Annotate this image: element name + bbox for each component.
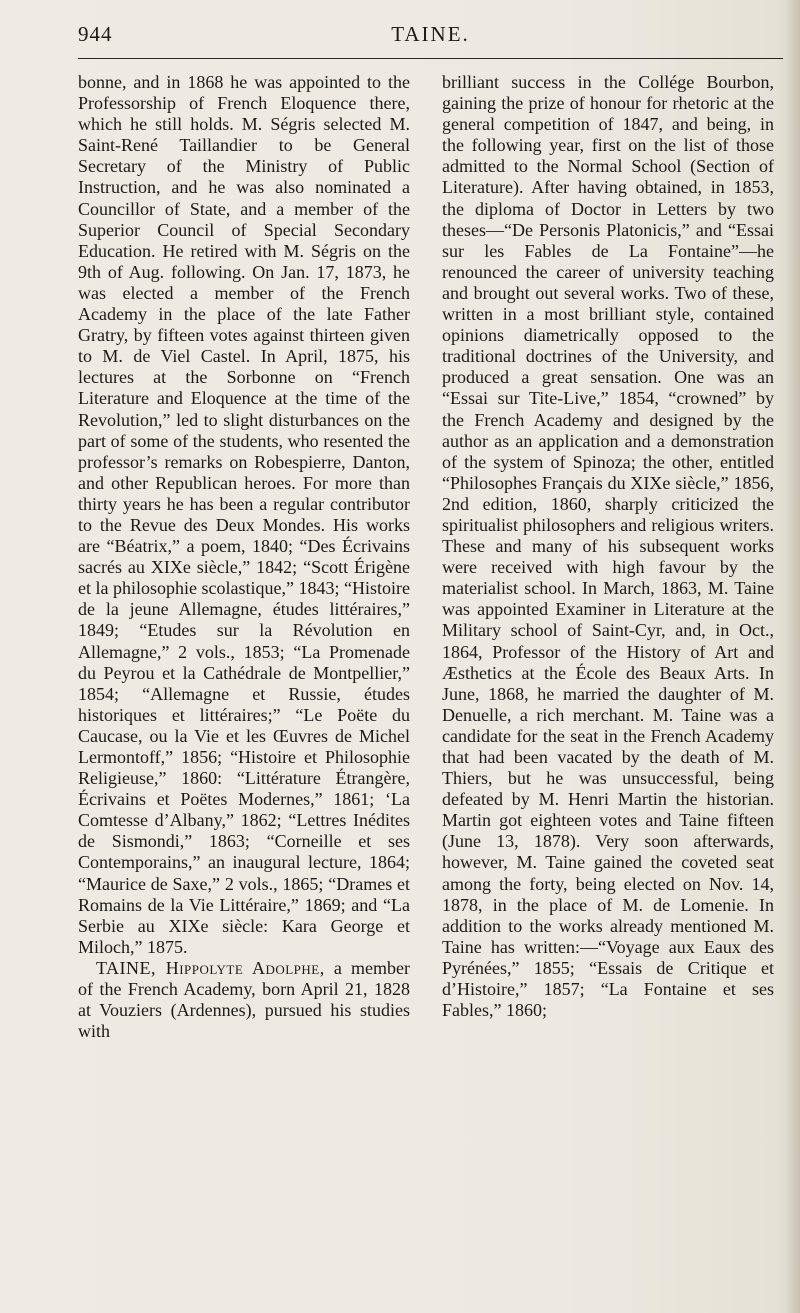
taine-entry xyxy=(78,958,410,1042)
running-head: TAINE. xyxy=(391,22,470,46)
header-rule xyxy=(78,58,783,59)
page-number: 944 xyxy=(78,22,113,46)
left-column-paragraph: bonne, and in 1868 he was appointed to the Professorship of French Eloquence there, which he still holds. M. Ségris selected M. Saint-René Taillandier to be General Secretary of the Ministry of Public Instruction, and he was also nominated a Councillor of State, and a member of the Superior Council of Special Secondary Education. He retired with M. Ségris on the 9th of Aug. following. On Jan. 17, 1873, he was elected a member of the French Academy in the place of the late Father Gratry, by fifteen votes against thirteen given to M. de Viel Castel. In April, 1875, his lectures at the Sorbonne on “French Literature and Eloquence at the time of the Revolution,” led to slight disturbances on the part of some of the students, who resented the professor’s remarks on Robespierre, Danton, and other Republican heroes. For more than thirty years he has been a regular contributor to the Revue des Deux Mondes. His works are “Béatrix,” a poem, 1840; “Des Écrivains sacrés au XIXe siècle,” 1842; “Scott Érigène et la philosophie scolastique,” 1843; “Histoire de la jeune Allemagne, études littéraires,” 1849; “Etudes sur la Révolution en Allemagne,” 2 vols., 1853; “La Promenade du Peyrou et la Cathédrale de Montpellier,” 1854; “Allemagne et Russie, études historiques et littéraires;” “Le Poëte du Caucase, ou la Vie et les Œuvres de Michel Lermontoff,” 1856; “Histoire et Philosophie Religieuse,” 1860: “Littérature Étrangère, Écrivains et Poëtes Modernes,” 1861; ‘La Comtesse d’Albany,” 1862; “Lettres Inédites de Sismondi,” 1863; “Corneille et ses Contemporains,” an inaugural lecture, 1864; “Maurice de Saxe,” 2 vols., 1865; “Drames et Romains de la Vie Littéraire,” 1869; and “La Serbie au XIXe siècle: Kara George et Miloch,” 1875. xyxy=(78,72,410,957)
left-column xyxy=(78,72,410,1042)
page-edge-shadow xyxy=(786,0,800,1313)
entry-text: a member of the French Academy, born April 21, 1828 at Vouziers (Ardennes), pursued his studies with xyxy=(78,957,410,1042)
right-column-paragraph: brilliant success in the Collége Bourbon, gaining the prize of honour for rhetoric at the general competition of 1847, and being, in the following year, first on the list of those admitted to the Normal School (Section of Literature). After having obtained, in 1853, the diploma of Doctor in Letters by two theses—“De Personis Platonicis,” and “Essai sur les Fables de La Fontaine”—he renounced the career of university teaching and brought out several works. Two of these, written in a most brilliant style, contained opinions diametrically opposed to the traditional doctrines of the University, and produced a great sensation. One was an “Essai sur Tite-Live,” 1854, “crowned” by the French Academy and designed by the author as an application and a demonstration of the system of Spinoza; the other, entitled “Philosophes Français du XIXe siècle,” 1856, 2nd edition, 1860, sharply criticized the spiritualist philosophers and religious writers. These and many of his subsequent works were received with high favour by the materialist school. In March, 1863, M. Taine was appointed Examiner in Literature at the Military school of Saint-Cyr, and, in Oct., 1864, Professor of the History of Art and Æsthetics at the École des Beaux Arts. In June, 1868, he married the daughter of M. Denuelle, a rich merchant. M. Taine was a candidate for the seat in the French Academy that had been vacated by the death of M. Thiers, but he was unsuccessful, being defeated by M. Henri Martin the historian. Martin got eighteen votes and Taine fifteen (June 13, 1878). Very soon afterwards, however, M. Taine gained the coveted seat among the forty, being elected on Nov. 14, 1878, in the place of M. de Lomenie. In addition to the works already mentioned M. Taine has written:—“Voyage aux Eaux des Pyrénées,” 1855; “Essais de Critique et d’Histoire,” 1857; “La Fontaine et ses Fables,” 1860; xyxy=(442,72,774,1021)
page-header xyxy=(78,16,783,50)
right-column xyxy=(442,72,774,1021)
entry-heading: TAINE, Hippolyte Adolphe, xyxy=(96,957,325,978)
